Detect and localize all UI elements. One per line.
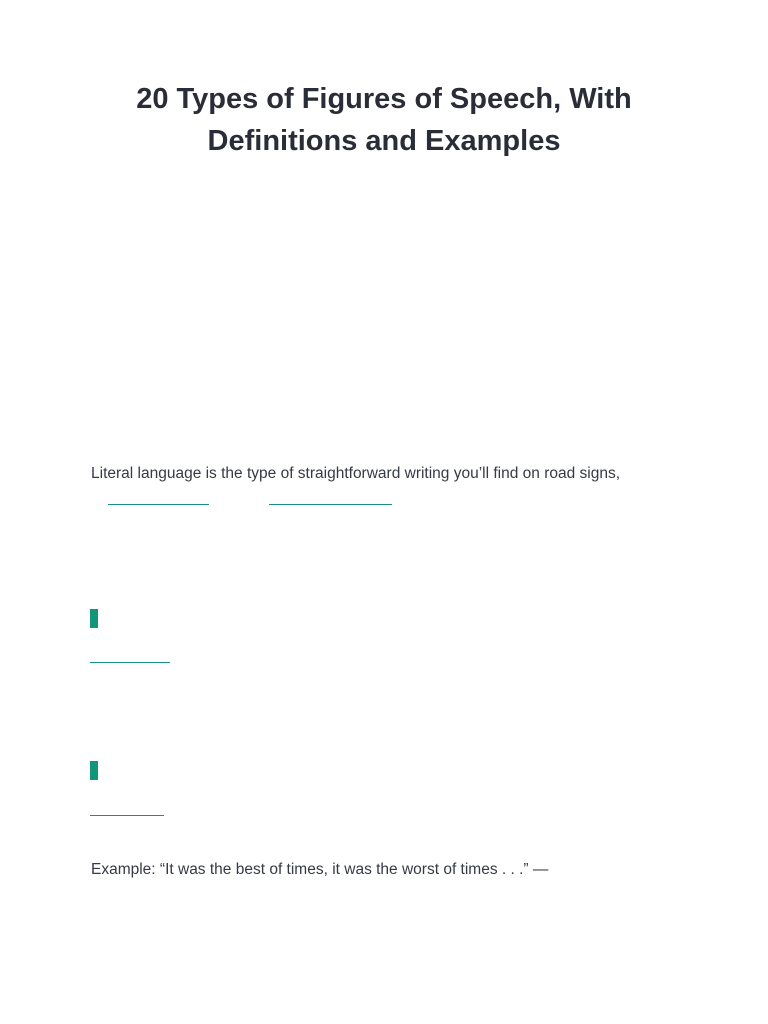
page-title: 20 Types of Figures of Speech, With Definitions and Examples [136,83,632,157]
example-paragraph: Example: “It was the best of times, it was the worst of times . . .” — [91,861,549,878]
section-heading-marker-2 [90,761,98,780]
section-link-underline-2[interactable] [90,815,164,816]
section-link-underline-1[interactable] [90,662,170,663]
link-underline-2[interactable] [269,504,392,505]
link-underline-1[interactable] [108,504,209,505]
intro-paragraph: Literal language is the type of straightforward writing you’ll find on road signs, [91,465,621,482]
section-heading-marker-1 [90,609,98,628]
